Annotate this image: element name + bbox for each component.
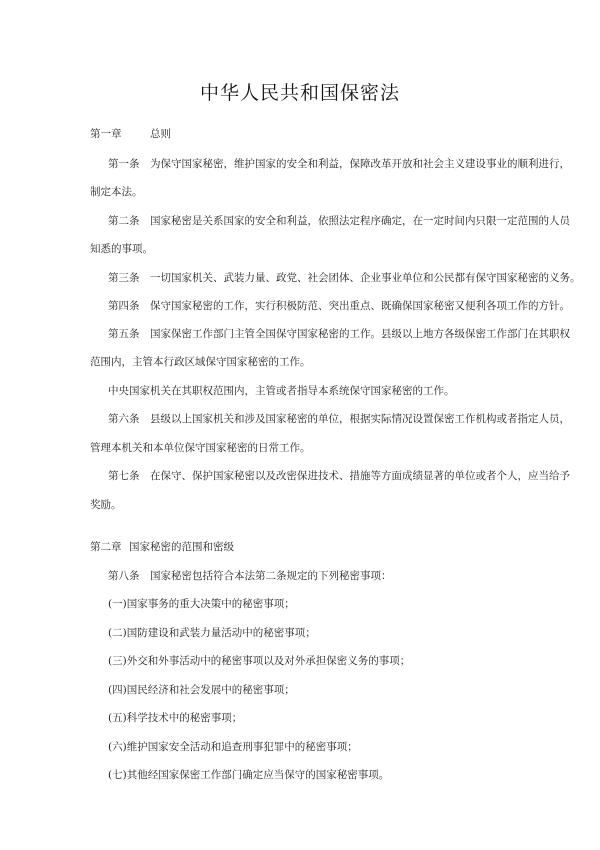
article-5-line-3: 中央国家机关在其职权范围内，主管或者指导本系统保守国家秘密的工作。 [108,385,455,397]
chapter-2-name: 国家秘密的范围和密级 [129,541,234,553]
article-2-line-2: 知悉的事项。 [90,243,153,255]
list-item: (一)国家事务的重大决策中的秘密事项； [108,598,295,610]
article-7-line-2: 奖励。 [90,499,122,511]
list-item: (七)其他经国家保密工作部门确定应当保守的国家秘密事项。 [108,769,390,781]
article-5-line-1: 第五条 国家保密工作部门主管全国保守国家秘密的工作。县级以上地方各级保密工作部门在其职权 [108,328,570,340]
document-title: 中华人民共和国保密法 [199,82,400,104]
article-3-line-1: 第三条 一切国家机关、武装力量、政党、社会团体、企业事业单位和公民都有保守国家秘密的义务。 [108,272,581,284]
list-item: (六)维护国家安全活动和追查刑事犯罪中的秘密事项； [108,741,358,753]
article-1-line-2: 制定本法。 [90,186,143,198]
list-item: (五)科学技术中的秘密事项； [108,712,243,724]
list-item: (四)国民经济和社会发展中的秘密事项； [108,684,295,696]
chapter-1-number: 第一章 [90,128,122,140]
list-item: (三)外交和外事活动中的秘密事项以及对外承担保密义务的事项； [108,655,411,667]
article-8-line-1: 第八条 国家秘密包括符合本法第二条规定的下列秘密事项： [108,570,392,582]
article-6-line-2: 管理本机关和本单位保守国家秘密的日常工作。 [90,442,311,454]
article-7-line-1: 第七条 在保守、保护国家秘密以及改密保进技术、措施等方面成绩显著的单位或者个人，应当给予 [108,470,570,482]
article-2-line-1: 第二条 国家秘密是关系国家的安全和利益，依照法定程序确定，在一定时间内只限一定范围的人员 [108,215,570,227]
article-1-line-1: 第一条 为保守国家秘密，维护国家的安全和利益，保障改革开放和社会主义建设事业的顺利进行， [108,158,570,170]
article-5-line-2: 范围内，主管本行政区域保守国家秘密的工作。 [90,356,311,368]
article-4-line-1: 第四条 保守国家秘密的工作，实行积极防范、突出重点、既确保国家秘密又便利各项工作的方针。 [108,300,570,312]
article-6-line-1: 第六条 县级以上国家机关和涉及国家秘密的单位，根据实际情况设置保密工作机构或者指定人员， [108,413,570,425]
chapter-2-number: 第二章 [90,541,122,553]
list-item: (二)国防建设和武装力量活动中的秘密事项； [108,627,316,639]
chapter-1-name: 总则 [150,128,171,140]
